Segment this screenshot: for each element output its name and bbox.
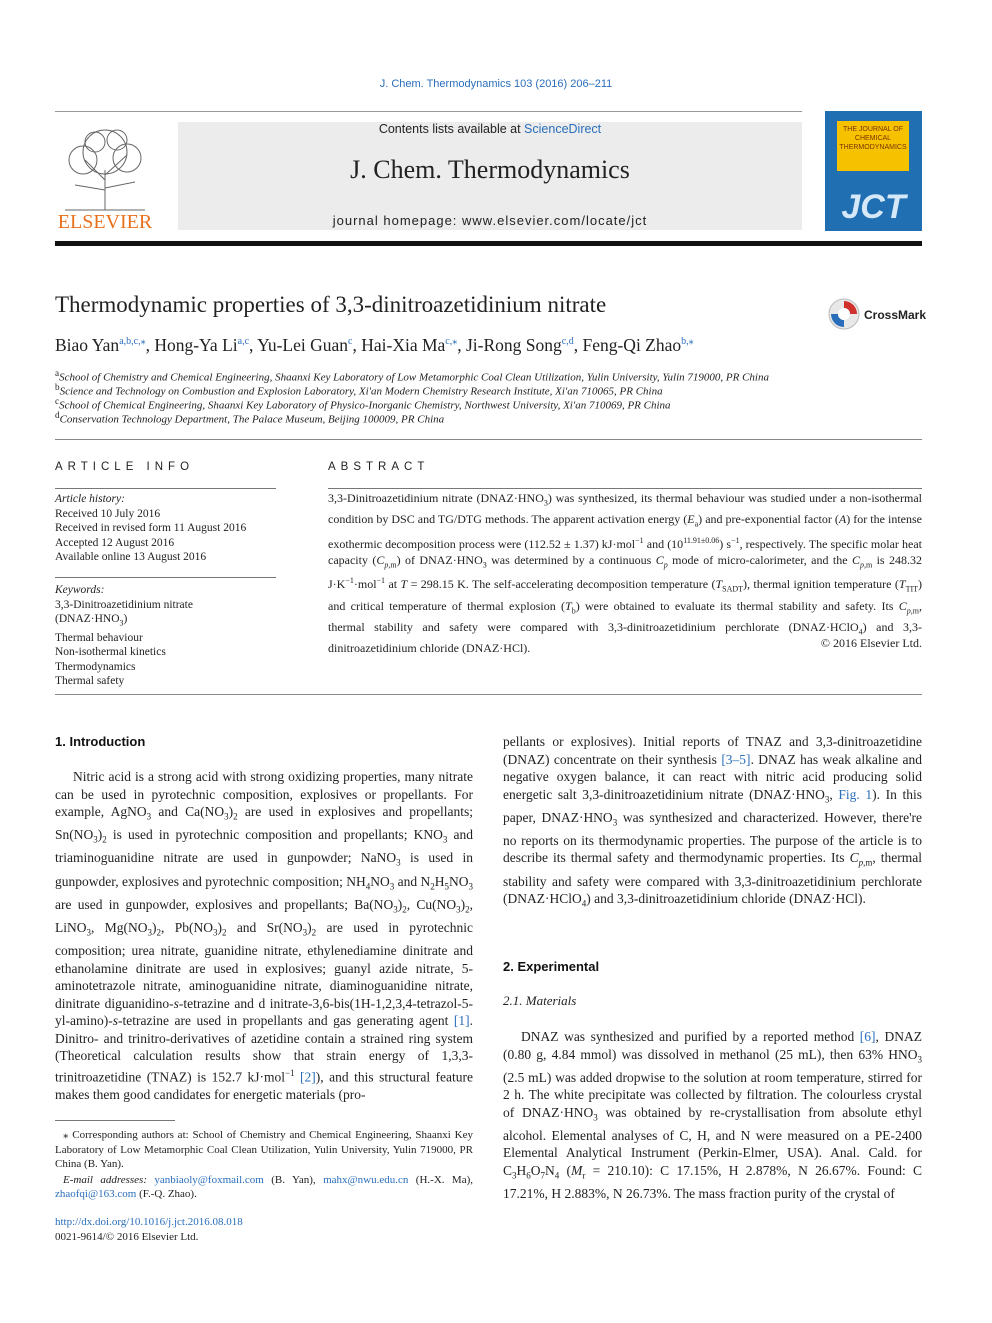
reference-link[interactable]: [1]	[453, 1013, 470, 1029]
article-title: Thermodynamic properties of 3,3-dinitroazetidinium nitrate	[55, 292, 607, 317]
publisher-name: ELSEVIER	[57, 211, 153, 233]
abstract-text: 3,3-Dinitroazetidinium nitrate $(DNAZ\cdot HNO_3)$ was synthesized, its thermal behaviour was studied under a non-isothermal condition by DSC and TG/DTG methods. The apparent activation energy $(E_a)$ and pre-exponential factor (A) for the intense exothermic decomposition process were (112.52 ± 1.37) kJ·mol$^{-1}$ and $(10^{11.91\pm 0.06})$ $s^{-1}$, respectively. The specific molar heat capacity $(C_{p,m})$ of $DNAZ\cdot HNO_3$ was determined by a continuous $C_p$ mode of micro-calorimeter, and the $C_{p,m}$ is 248.32 $J\cdot K^{-1}\cdot mol^{-1}$ at T = 298.15 K. The self-accelerating decomposition temperature $(T_{SADT})$, thermal ignition temperature $(T_{TIT})$ and critical temperature of thermal explosion $(T_b)$ were obtained to evaluate its thermal stability and safety. Its $C_{p,m}$, thermal stability and safety were compared with 3,3-dinitroazetidinium perchlorate (DNAZ·HClO$_4$) and 3,3-dinitroazetidinium chloride (DNAZ·HCl).	[328, 491, 923, 656]
keyword: 3,3-Dinitroazetidinium nitrate	[55, 598, 193, 611]
author-name[interactable]: Ji-Rong Song	[466, 335, 562, 355]
crossmark-label[interactable]: CrossMark	[864, 308, 927, 322]
introduction-text: Nitric acid is a strong acid with strong oxidizing properties, many nitrate can be used in pyrotechnic composition, explosives or propellants. For example, AgNO$_3$ and $Ca(NO_3)_2$ are used in explosives and propellants; $Sn(NO_3)_2$ is used in pyrotechnic composition and propellants; $KNO_3$ and triaminoguanidine nitrate are used in gunpowder; NaNO$_3$ is used in gunpowder, explosives and pyrotechnic composition; $NH_4NO_3$ and $N_2H_5NO_3$ are used in gunpowder, explosives and propellants; $Ba(NO_3)_2$, $Cu(NO_3)_2$, LiNO$_3$, $Mg(NO_3)_2$, $Pb(NO_3)_2$ and $Sr(NO_3)_2$ are used in pyrotechnic composition; urea nitrate, guanidine nitrate, ethylenediamine dinitrate and ethanolamine dinitrate are used in explosives; guanyl azide nitrate, 5-aminotetrazole nitrate, aminoguanidine nitrate, diaminoguanidine nitrate, dinitrate diguanidino-s-tetrazine and d initrate-3,6-bis(1H-1,2,3,4-tetrazol-5-yl-amino)-s-tetrazine are used in propellants and gas generating agent [1]. Dinitro- and trinitro-derivatives of azetidine contain a strained ring system (Theoretical calculation results show that strain energy of 1,3,3-trinitroazetidine (TNAZ) is 152.7 kJ·mol$^{-1}$ [2]), and this structural feature makes them good candidates for energetic materials (pro-	[55, 769, 474, 1102]
reference-link[interactable]: [3–5]	[721, 751, 751, 767]
email-link[interactable]: zhaofqi@163.com	[55, 1188, 137, 1200]
author-affiliation-marks[interactable]: b,⁎	[681, 336, 694, 348]
history-item: Received 10 July 2016	[55, 507, 161, 520]
author-list: Biao Yan$^{a,b,c,⁎}$, Hong-Ya Li$^{a,c}$, Yu-Lei Guan$^c$, Hai-Xia $Ma^{c,⁎}$, Ji-Rong Song$^{c,d}$, Feng-Qi Zhao$^{b,⁎}$	[55, 335, 694, 355]
email-owner: (B. Yan),	[271, 1173, 316, 1186]
author-name[interactable]: Feng-Qi Zhao	[582, 335, 682, 355]
section-heading-introduction: 1. Introduction	[55, 734, 146, 749]
keywords	[55, 583, 276, 689]
section-heading-experimental: 2. Experimental	[503, 959, 600, 974]
subsection-heading-materials: 2.1. Materials	[503, 993, 577, 1008]
author-affiliation-marks[interactable]: a,b,c,⁎	[119, 336, 146, 348]
affiliation-text: School of Chemistry and Chemical Engineering, Shaanxi Key Laboratory of Low Metamorphic Coal Clean Utilization, Yulin University, Yulin 719000, PR China	[59, 371, 769, 384]
email-link[interactable]: mahx@nwu.edu.cn	[323, 1173, 409, 1186]
article-info-heading: ARTICLE INFO	[55, 461, 195, 473]
keyword: Thermal behaviour	[55, 631, 143, 644]
keyword: $(DNAZ\cdot HNO_3)$	[55, 613, 128, 628]
keyword: Thermodynamics	[55, 660, 136, 673]
abstract-rule	[328, 488, 922, 489]
author-name[interactable]: Yu-Lei Guan	[257, 335, 349, 355]
affiliation-text: Science and Technology on Combustion and Explosion Laboratory, Xi'an Modern Chemistry Research Institute, Xi'an 710065, PR China	[59, 385, 663, 398]
affiliation-mark: b	[55, 382, 60, 392]
figure-link[interactable]: Fig. 1	[838, 786, 873, 802]
keywords-label: Keywords:	[55, 584, 105, 596]
materials-text: DNAZ was synthesized and purified by a reported method [6], DNAZ (0.80 g, 4.84 mmol) was dissolved in methanol (25 mL), then 63% $HNO_3$ (2.5 mL) was added dropwise to the solution at room temperature, stirred for 2 h. The white precipitate was collected by filtration. The colourless crystal of $DNAZ\cdot HNO_3$ was obtained by re-crystallisation from absolute ethyl alcohol. Elemental analyses of C, H, and N were measured on a PE-2400 Elemental Analytical Instrument (Perkin-Elmer, USA). Anal. Cald. for $C_3H_6O_7N_4$ $(M_r = 210.10)$: C 17.15%, H 2.878%, N 26.67%. Found: C 17.21%, H 2.883%, N 26.73%. The mass fraction purity of the crystal of	[503, 1029, 923, 1202]
header-thick-rule	[55, 241, 922, 246]
author-name[interactable]: Hong-Ya Li	[154, 335, 238, 355]
affiliation-text: Conservation Technology Department, The Palace Museum, Beijing 100009, PR China	[59, 413, 445, 426]
contents-line	[178, 122, 802, 136]
article-history	[55, 492, 276, 565]
cover-logo: JCT	[841, 188, 906, 226]
history-label: Article history:	[55, 493, 125, 505]
journal-name: J. Chem. Thermodynamics	[350, 155, 630, 184]
corresponding-note: ⁎ Corresponding authors at: School of Chemistry and Chemical Engineering, Shaanxi Key Laboratory of Low Metamorphic Coal Clean Utilization, Yulin University, Yulin 719000, PR China (B. Yan).	[55, 1129, 473, 1170]
info-rule	[55, 488, 276, 489]
issn-line: 0021-9614/© 2016 Elsevier Ltd.	[55, 1231, 199, 1243]
author-name[interactable]: Hai-Xia Ma	[361, 335, 446, 355]
email-owner: (F.-Q. Zhao).	[139, 1188, 197, 1200]
body-divider	[55, 694, 922, 695]
abstract-copyright: © 2016 Elsevier Ltd.	[820, 636, 922, 650]
affiliation-mark: a	[55, 368, 60, 378]
author-name[interactable]: Biao Yan	[55, 335, 120, 355]
contents-prefix: Contents lists available at	[378, 122, 525, 136]
reference-link[interactable]: [6]	[859, 1029, 876, 1044]
email-owner: (H.-X. Ma),	[415, 1173, 474, 1186]
affiliation-divider	[55, 439, 922, 440]
cover-title: THE JOURNAL OF CHEMICAL THERMODYNAMICS	[839, 126, 907, 151]
affiliation	[55, 410, 444, 426]
history-item: Accepted 12 August 2016	[55, 536, 175, 549]
author-affiliation-marks[interactable]: c,d	[561, 336, 574, 348]
crossmark-icon[interactable]	[828, 298, 860, 330]
sciencedirect-link[interactable]: ScienceDirect	[524, 122, 602, 136]
abstract-heading: ABSTRACT	[328, 461, 430, 473]
journal-homepage[interactable]: journal homepage: www.elsevier.com/locate/jct	[332, 213, 648, 228]
author-affiliation-marks[interactable]: c	[348, 336, 353, 348]
keyword: Thermal safety	[55, 675, 125, 688]
affiliation-text: School of Chemical Engineering, Shaanxi Key Laboratory of Physico-Inorganic Chemistry, Northwest University, Xi'an 710069, PR China	[59, 399, 671, 412]
header-divider	[55, 111, 802, 112]
journal-citation[interactable]: J. Chem. Thermodynamics 103 (2016) 206–211	[379, 78, 613, 90]
email-label: E-mail addresses:	[63, 1173, 147, 1186]
author-affiliation-marks[interactable]: c,⁎	[445, 336, 458, 348]
author-affiliation-marks[interactable]: a,c	[237, 336, 250, 348]
affiliation-mark: d	[55, 410, 60, 420]
affiliation-mark: c	[55, 396, 60, 406]
info-rule	[55, 577, 276, 578]
history-item: Available online 13 August 2016	[55, 551, 207, 563]
journal-cover[interactable]	[825, 111, 922, 231]
footnote-rule	[55, 1120, 175, 1121]
doi-link[interactable]: http://dx.doi.org/10.1016/j.jct.2016.08.018	[55, 1216, 243, 1228]
keyword: Non-isothermal kinetics	[55, 646, 166, 659]
footnote	[55, 1128, 473, 1202]
introduction-continued: pellants or explosives). Initial reports of TNAZ and 3,3-dinitroazetidine (DNAZ) concentrate on their synthesis [3–5]. DNAZ has weak alkaline and negative oxygen balance, it can react with nitric acid producing solid energetic salt 3,3-dinitroazetidinium nitrate ($DNAZ\cdot HNO_3$, Fig. 1). In this paper, $DNAZ\cdot HNO_3$ was synthesized and characterized. However, there're no reports on its thermodynamic properties. The purpose of the article is to describe its thermal safety and thermodynamic properties. Its $C_{p,m}$, thermal stability and safety were compared with 3,3-dinitroazetidinium perchlorate (DNAZ·HClO$_4$) and 3,3-dinitroazetidinium chloride (DNAZ·HCl).	[503, 734, 923, 909]
reference-link[interactable]: [2]	[300, 1069, 316, 1085]
email-link[interactable]: yanbiaoly@foxmail.com	[154, 1173, 264, 1186]
history-item: Received in revised form 11 August 2016	[55, 522, 247, 534]
